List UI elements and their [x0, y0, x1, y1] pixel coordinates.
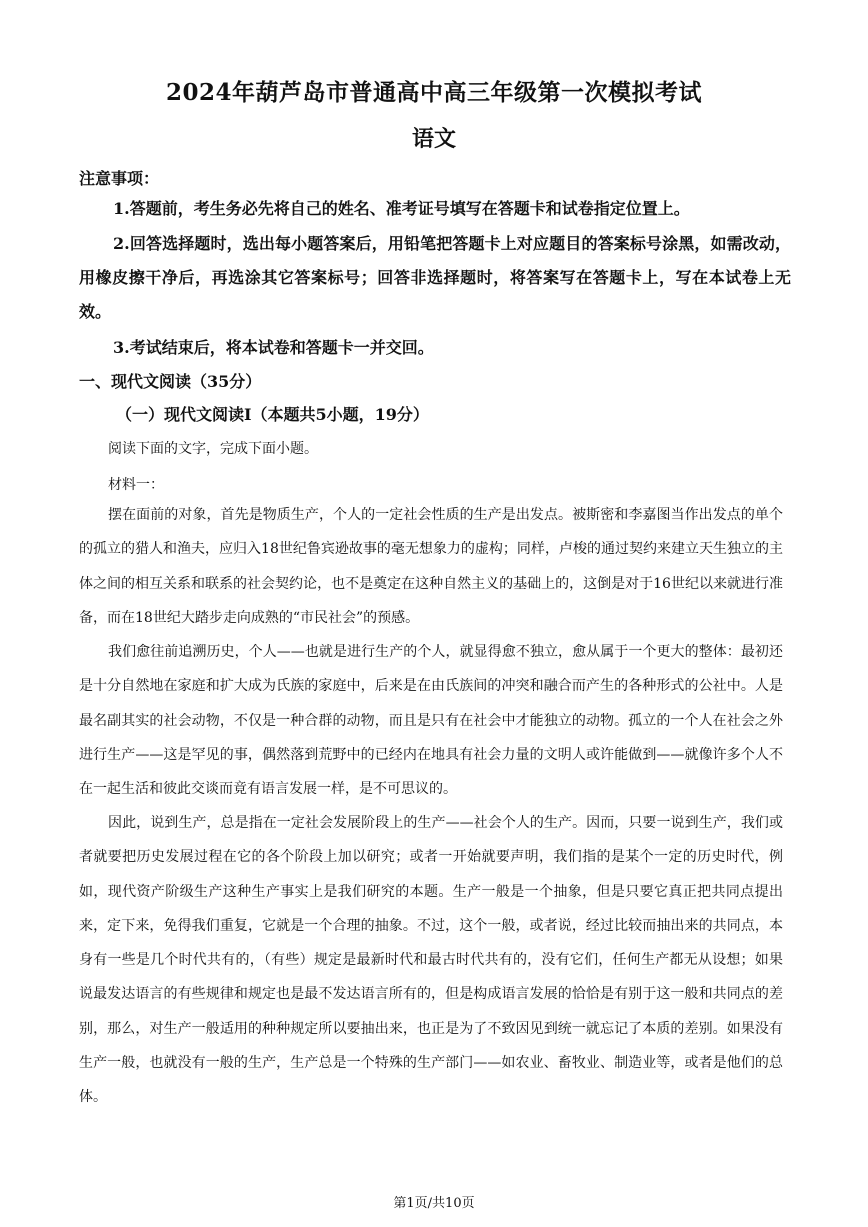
subsection-heading: （一）现代文阅读Ⅰ（本题共5小题，19分）: [116, 405, 429, 424]
material-label: 材料一：: [108, 477, 164, 493]
note-item: 2.回答选择题时，选出每小题答案后，用铅笔把答题卡上对应题目的答案标号涂黑，如需改动，用橡皮擦干净后，再选涂其它答案标号；回答非选择题时，将答案写在答题卡上，写在本试卷上无效。: [79, 234, 791, 321]
notes-heading: 注意事项：: [79, 169, 160, 188]
page-indicator: 第1页/共10页: [393, 1196, 475, 1211]
material-paragraph: 我们愈往前追溯历史，个人——也就是进行生产的个人，就显得愈不独立，愈从属于一个更大的整体：最初还是十分自然地在家庭和扩大成为氏族的家庭中，后来是在由氏族间的冲突和融合而产生的各种形式的公社中。人是最名副其实的社会动物，不仅是一种合群的动物，而且是只有在社会中才能独立的动物。孤立的一个人在社会之外进行生产——这是罕见的事，偶然落到荒野中的已经内在地具有社会力量的文明人或许能做到——就像许多个人不在一起生活和彼此交谈而竟有语言发展一样，是不可思议的。: [79, 644, 783, 798]
exam-title: 2024年葫芦岛市普通高中高三年级第一次模拟考试: [165, 79, 702, 106]
subject-title: 语文: [411, 126, 456, 152]
note-item: 3.考试结束后，将本试卷和答题卡一并交回。: [113, 338, 434, 357]
material-paragraph: 摆在面前的对象，首先是物质生产，个人的一定社会性质的生产是出发点。被斯密和李嘉图当作出发点的单个的孤立的猎人和渔夫，应归入18世纪鲁宾逊故事的毫无想象力的虚构；同样，卢梭的通过契约来建立天生独立的主体之间的相互关系和联系的社会契约论，也不是奠定在这种自然主义的基础上的，这倒是对于16世纪以来就进行准备，而在18世纪大踏步走向成熟的“市民社会”的预感。: [79, 507, 783, 626]
reading-instruction: 阅读下面的文字，完成下面小题。: [108, 441, 318, 457]
section-heading: 一、现代文阅读（35分）: [79, 372, 262, 391]
material-paragraph: 因此，说到生产，总是指在一定社会发展阶段上的生产——社会个人的生产。因而，只要一说到生产，我们或者就要把历史发展过程在它的各个阶段上加以研究；或者一开始就要声明，我们指的是某个一定的历史时代，例如，现代资产阶级生产这种生产事实上是我们研究的本题。生产一般是一个抽象，但是只要它真正把共同点提出来，定下来，免得我们重复，它就是一个合理的抽象。不过，这个一般，或者说，经过比较而抽出来的共同点，本身有一些是几个时代共有的，（有些）规定是最新时代和最古时代共有的，没有它们，任何生产都无从设想；如果说最发达语言的有些规律和规定也是最不发达语言所有的，但是构成语言发展的恰恰是有别于这一般和共同点的差别，那么，对生产一般适用的种种规定所以要抽出来，也正是为了不致因见到统一就忘记了本质的差别。如果没有生产一般，也就没有一般的生产，生产总是一个特殊的生产部门——如农业、畜牧业、制造业等，或者是他们的总体。: [79, 815, 783, 1106]
note-item: 1.答题前，考生务必先将自己的姓名、准考证号填写在答题卡和试卷指定位置上。: [113, 199, 690, 218]
